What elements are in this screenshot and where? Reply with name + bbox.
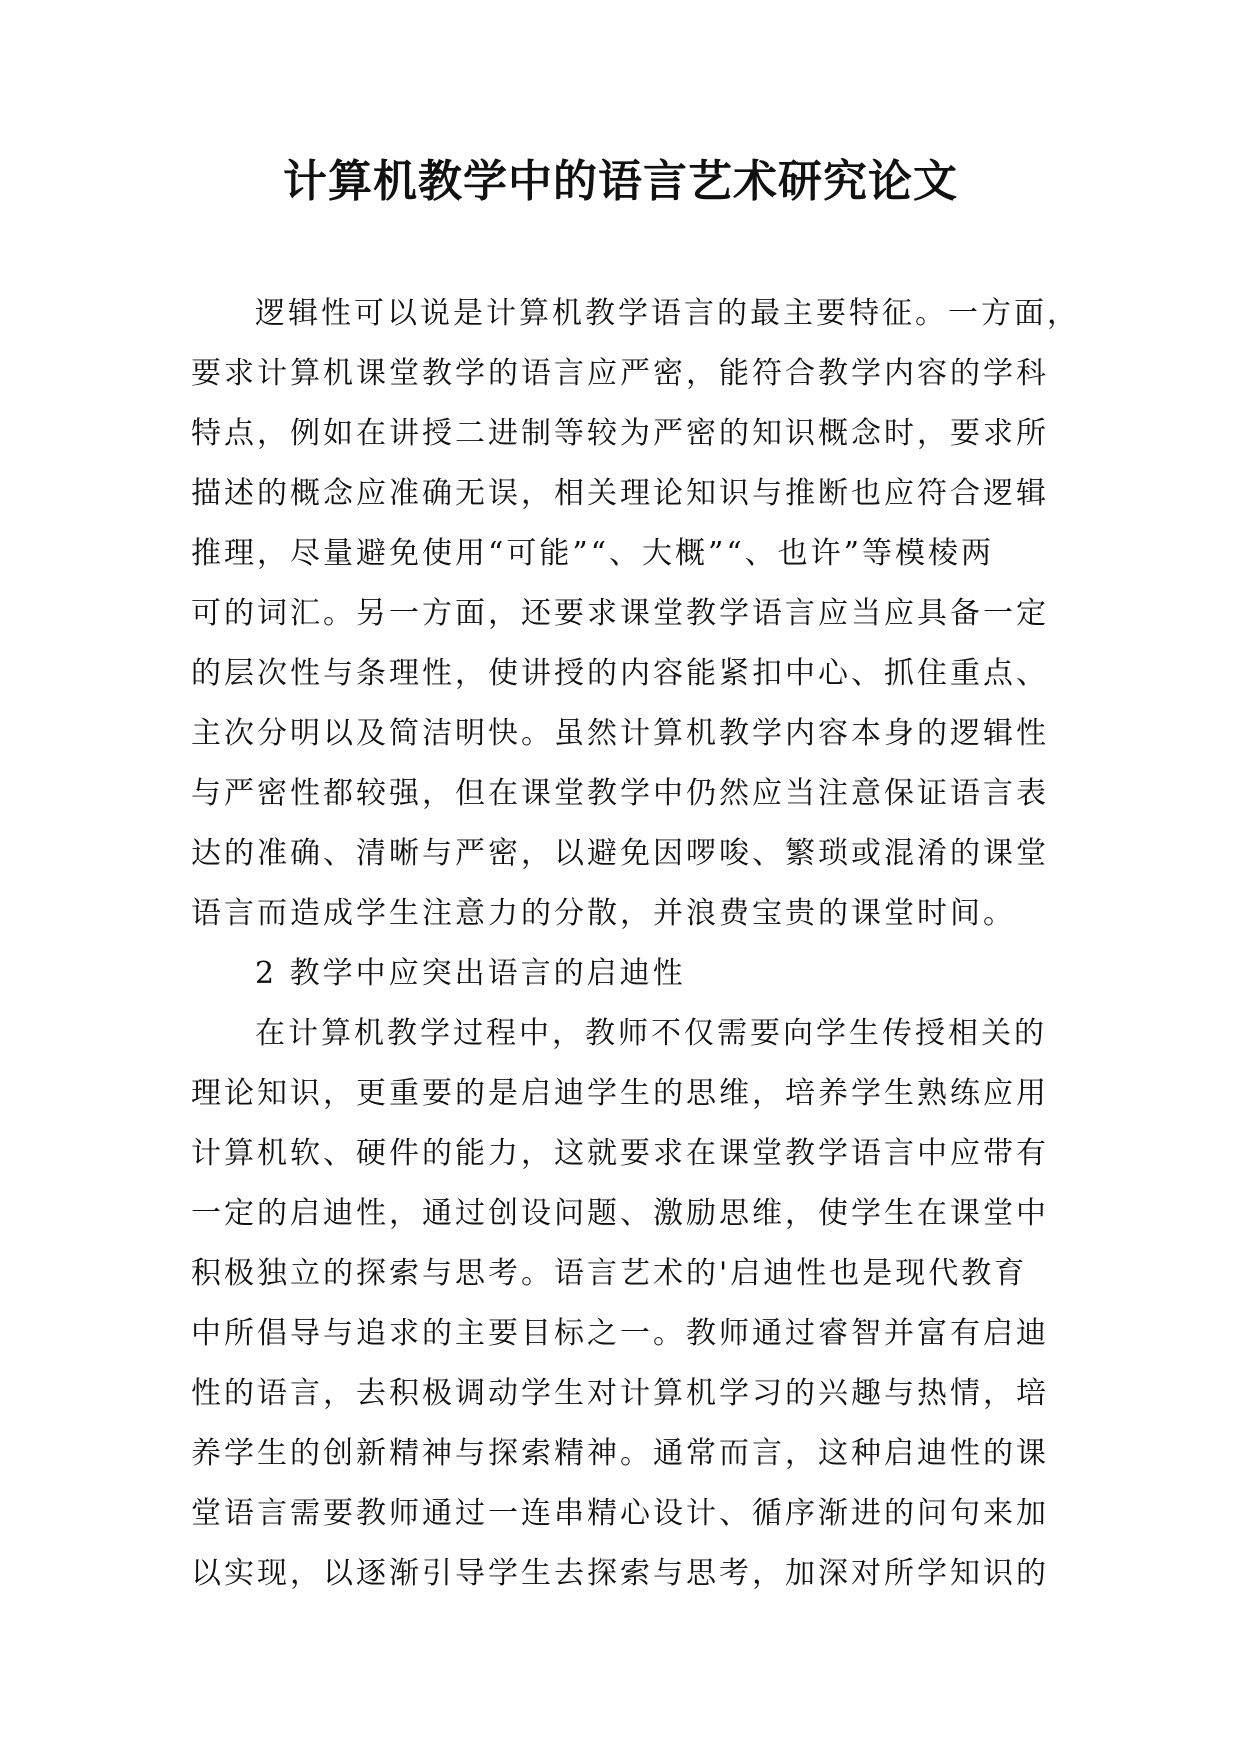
paragraph-line: 语言而造成学生注意力的分散，并浪费宝贵的课堂时间。: [191, 896, 1016, 931]
document-body: [191, 284, 1080, 1604]
paragraph-line: 中所倡导与追求的主要目标之一。教师通过睿智并富有启迪: [191, 1316, 1049, 1351]
paragraph-line: 性的语言，去积极调动学生对计算机学习的兴趣与热情，培: [191, 1376, 1049, 1411]
paragraph-line: 堂语言需要教师通过一连串精心设计、循序渐进的问句来加: [191, 1496, 1049, 1531]
paragraph-line: 达的准确、清晰与严密，以避免因啰唆、繁琐或混淆的课堂: [191, 836, 1049, 871]
paragraph-line: 的层次性与条理性，使讲授的内容能紧扣中心、抓住重点、: [191, 656, 1049, 691]
paragraph-line: 计算机软、硬件的能力，这就要求在课堂教学语言中应带有: [191, 1136, 1049, 1171]
paragraph-line: 描述的概念应准确无误，相关理论知识与推断也应符合逻辑: [191, 476, 1049, 511]
paragraph-line: 逻辑性可以说是计算机教学语言的最主要特征。一方面，: [255, 296, 1080, 331]
paragraph-line: 在计算机教学过程中，教师不仅需要向学生传授相关的: [255, 1016, 1047, 1051]
paragraph-line: 主次分明以及简洁明快。虽然计算机教学内容本身的逻辑性: [191, 716, 1049, 751]
section-heading: 2 教学中应突出语言的启迪性: [255, 956, 686, 991]
paragraph-line: 特点，例如在讲授二进制等较为严密的知识概念时，要求所: [191, 416, 1049, 451]
paragraph-line: 推理，尽量避免使用“可能”“、大概”“、也许”等模棱两: [191, 536, 995, 571]
paragraph-line: 可的词汇。另一方面，还要求课堂教学语言应当应具备一定: [191, 596, 1049, 631]
document-title: 计算机教学中的语言艺术研究论文: [283, 156, 958, 207]
paragraph-line: 理论知识，更重要的是启迪学生的思维，培养学生熟练应用: [191, 1076, 1049, 1111]
paragraph-line: 养学生的创新精神与探索精神。通常而言，这种启迪性的课: [191, 1436, 1049, 1471]
paragraph-line: 要求计算机课堂教学的语言应严密，能符合教学内容的学科: [191, 356, 1049, 391]
paragraph-line: 一定的启迪性，通过创设问题、激励思维，使学生在课堂中: [191, 1196, 1049, 1231]
paragraph-line: 以实现，以逐渐引导学生去探索与思考，加深对所学知识的: [191, 1556, 1049, 1591]
paragraph-line: 积极独立的探索与思考。语言艺术的'启迪性也是现代教育: [191, 1256, 1028, 1291]
paragraph-line: 与严密性都较强，但在课堂教学中仍然应当注意保证语言表: [191, 776, 1049, 811]
